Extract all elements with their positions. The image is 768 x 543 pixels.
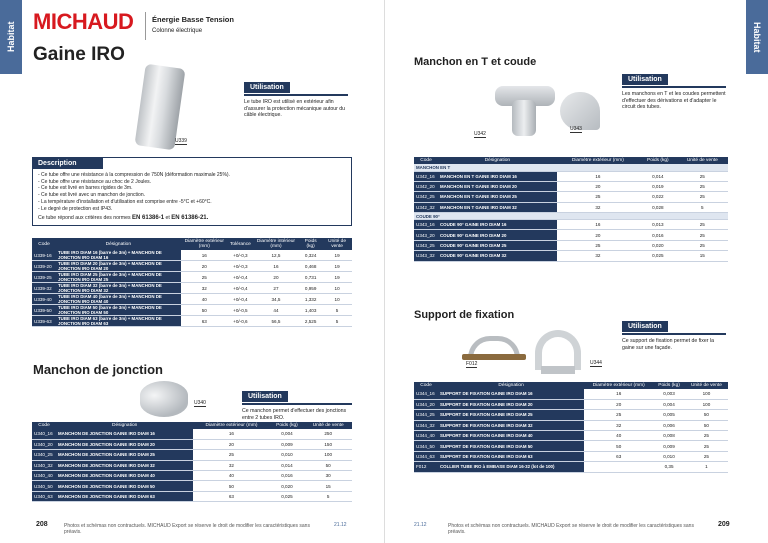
- table-row: [414, 431, 728, 441]
- product-designation: TUBE IRO DIAM 20 (barre de 3m) + MANCHON DE JONCTION IRO DIAM 20: [56, 261, 181, 272]
- table-cell: 32: [193, 460, 269, 470]
- table-cell: 40: [193, 471, 269, 481]
- product-designation: MANCHON DE JONCTION GAINE IRO DIAM 16: [56, 429, 193, 439]
- table-cell: 10: [322, 283, 352, 294]
- table-row: [32, 481, 352, 491]
- product-designation: COUDE 90° GAINE IRO DIAM 20: [438, 230, 557, 240]
- table-cell: 0,019: [639, 181, 677, 191]
- table-cell: 0,731: [299, 272, 322, 283]
- table-cell: 0,009: [653, 441, 685, 451]
- table-cell: 50: [304, 460, 352, 470]
- product-code: U339-32: [32, 283, 56, 294]
- jonction-table: [32, 422, 352, 502]
- product-designation: MANCHON DE JONCTION GAINE IRO DIAM 50: [56, 481, 193, 491]
- product-code: U340_63: [32, 491, 56, 501]
- table-row: [32, 250, 352, 261]
- tee-utilisation-text: Les manchons en T et les coudes permettent d'effectuer des dérivations et d'adapter le circuit des tubes.: [622, 91, 726, 110]
- table-cell: 50: [181, 305, 228, 316]
- table-cell: 0,005: [653, 410, 685, 420]
- product-code: U342_25: [414, 192, 438, 202]
- table-row: [32, 450, 352, 460]
- jonction-utilisation-rule: [242, 403, 352, 405]
- table-header-cell: Poids (kg): [639, 157, 677, 164]
- table-cell: 0,009: [270, 439, 305, 449]
- product-code: U339-25: [32, 272, 56, 283]
- junction-sleeve-image: [140, 381, 188, 417]
- table-cell: 20: [193, 439, 269, 449]
- table-cell: 0,004: [270, 429, 305, 439]
- product-code: U339-20: [32, 261, 56, 272]
- table-header-row: [32, 422, 352, 429]
- table-cell: 0,025: [270, 491, 305, 501]
- product-code: U342_20: [414, 181, 438, 191]
- support-utilisation-heading: Utilisation: [622, 321, 668, 332]
- table-cell: 100: [304, 450, 352, 460]
- jonction-utilisation-text: Ce manchon permet d'effectuer des jonctions entre 2 tubes IRO.: [242, 408, 347, 421]
- table-cell: 63: [584, 451, 653, 461]
- table-header-cell: Diamètre intérieur (mm): [253, 238, 299, 250]
- table-header-cell: Poids (kg): [270, 422, 305, 429]
- table-row: [414, 399, 728, 409]
- product-designation: MANCHON DE JONCTION GAINE IRO DIAM 40: [56, 471, 193, 481]
- table-header-cell: Poids (kg): [299, 238, 322, 250]
- table-group-label: MANCHON EN T: [414, 164, 728, 171]
- table-cell: 32: [557, 251, 639, 261]
- table-cell: 25: [685, 431, 728, 441]
- table-row: [414, 230, 728, 240]
- table-cell: 0,010: [653, 451, 685, 461]
- table-cell: 32: [181, 283, 228, 294]
- header-divider: [145, 12, 146, 40]
- table-cell: 250: [304, 429, 352, 439]
- table-cell: +0/-0,5: [228, 305, 253, 316]
- product-designation: SUPPORT DE FIXATION GAINE IRO DIAM 63: [438, 451, 584, 461]
- product-designation: SUPPORT DE FIXATION GAINE IRO DIAM 40: [438, 431, 584, 441]
- product-code: U342_16: [414, 171, 438, 181]
- table-cell: [584, 462, 653, 472]
- page-title: Gaine IRO: [33, 44, 125, 65]
- brand-logo: MICHAUD: [33, 9, 134, 34]
- product-code: U343_20: [414, 230, 438, 240]
- description-item: - Ce tube offre une résistance au choc de 2 Joules.: [38, 178, 152, 185]
- table-cell: 10: [322, 294, 352, 305]
- product-designation: SUPPORT DE FIXATION GAINE IRO DIAM 20: [438, 399, 584, 409]
- table-cell: 0,013: [639, 220, 677, 230]
- product-code: U340_25: [32, 450, 56, 460]
- table-row: [32, 294, 352, 305]
- product-designation: MANCHON DE JONCTION GAINE IRO DIAM 32: [56, 460, 193, 470]
- table-header-row: [414, 157, 728, 164]
- table-cell: +0/-0,3: [228, 250, 253, 261]
- utilisation-box: [244, 76, 348, 119]
- table-cell: +0/-0,3: [228, 261, 253, 272]
- table-row: [414, 462, 728, 472]
- jonction-title: Manchon de jonction: [33, 362, 163, 377]
- product-designation: MANCHON EN T GAINE IRO DIAM 20: [438, 181, 557, 191]
- tee-utilisation-box: [622, 68, 726, 111]
- table-cell: 0,025: [639, 251, 677, 261]
- table-cell: 0,028: [639, 202, 677, 212]
- table-cell: 0,014: [270, 460, 305, 470]
- table-cell: 0,324: [299, 250, 322, 261]
- norm-2: EN 61386-21.: [171, 215, 209, 222]
- table-cell: 40: [584, 431, 653, 441]
- table-cell: 20: [557, 230, 639, 240]
- table-cell: 5: [677, 202, 728, 212]
- page-number-left: 208: [36, 521, 48, 528]
- table-cell: 0,020: [270, 481, 305, 491]
- table-cell: 0,004: [653, 399, 685, 409]
- product-designation: MANCHON DE JONCTION GAINE IRO DIAM 63: [56, 491, 193, 501]
- product-designation: SUPPORT DE FIXATION GAINE IRO DIAM 50: [438, 441, 584, 451]
- product-designation: MANCHON DE JONCTION GAINE IRO DIAM 20: [56, 439, 193, 449]
- tee-elbow-table: [414, 157, 728, 262]
- product-code: U344_32: [414, 420, 438, 430]
- table-cell: 0,014: [639, 171, 677, 181]
- product-code: U340_40: [32, 471, 56, 481]
- product-designation: TUBE IRO DIAM 25 (barre de 3m) + MANCHON DE JONCTION IRO DIAM 25: [56, 272, 181, 283]
- page-number-right: 209: [718, 521, 730, 528]
- table-cell: 5: [322, 305, 352, 316]
- table-cell: 100: [685, 399, 728, 409]
- tee-code: U342: [474, 131, 486, 137]
- table-header-cell: Code: [32, 238, 56, 250]
- table-cell: 25: [677, 240, 728, 250]
- support-image: [535, 330, 581, 370]
- tee-title: Manchon en T et coude: [414, 56, 537, 68]
- support-code: U344: [590, 360, 602, 366]
- table-cell: 19: [322, 272, 352, 283]
- table-row: [414, 171, 728, 181]
- table-cell: 16: [557, 220, 639, 230]
- product-designation: MANCHON EN T GAINE IRO DIAM 32: [438, 202, 557, 212]
- table-cell: 1,403: [299, 305, 322, 316]
- table-cell: 16: [193, 429, 269, 439]
- product-code: U344_16: [414, 389, 438, 399]
- support-table: [414, 382, 728, 473]
- header-category: Énergie Basse Tension: [152, 15, 234, 24]
- product-designation: TUBE IRO DIAM 50 (barre de 3m) + MANCHON DE JONCTION IRO DIAM 50: [56, 305, 181, 316]
- tee-utilisation-heading: Utilisation: [622, 74, 668, 85]
- table-cell: 25: [685, 451, 728, 461]
- table-cell: 25: [193, 450, 269, 460]
- table-cell: 34,5: [253, 294, 299, 305]
- table-cell: 25: [557, 192, 639, 202]
- description-item: - Le degré de protection est IP43.: [38, 205, 113, 212]
- norms-intro: Ce tube répond aux critères des normes: [38, 215, 131, 222]
- support-title: Support de fixation: [414, 309, 515, 321]
- table-header-cell: Désignation: [56, 422, 193, 429]
- table-cell: 1,332: [299, 294, 322, 305]
- description-heading: Description: [33, 158, 103, 169]
- table-cell: 25: [181, 272, 228, 283]
- table-header-cell: Tolérance: [228, 238, 253, 250]
- product-designation: TUBE IRO DIAM 32 (barre de 3m) + MANCHON DE JONCTION IRO DIAM 32: [56, 283, 181, 294]
- table-cell: 15: [304, 481, 352, 491]
- table-cell: 16: [181, 250, 228, 261]
- side-tab-right: Habitat: [746, 0, 768, 74]
- product-code: U344_63: [414, 451, 438, 461]
- table-header-cell: Unité de vente: [685, 382, 728, 389]
- product-designation: SUPPORT DE FIXATION GAINE IRO DIAM 16: [438, 389, 584, 399]
- support-base-image: [541, 366, 575, 374]
- table-row: [32, 316, 352, 327]
- footer-right: Photos et schémas non contractuels. MICHAUD Export se réserve le droit de modifier les caractéristiques sans préavis.: [448, 523, 694, 535]
- table-cell: 50: [685, 420, 728, 430]
- table-header-cell: Désignation: [56, 238, 181, 250]
- table-row: [414, 192, 728, 202]
- product-code: U344_20: [414, 399, 438, 409]
- utilisation-text: Le tube IRO est utilisé en extérieur afin d'assurer la protection mécanique autour du câble électrique.: [244, 99, 346, 118]
- table-header-cell: Unité de vente: [677, 157, 728, 164]
- table-row: [32, 471, 352, 481]
- table-cell: 25: [677, 192, 728, 202]
- table-header-row: [414, 382, 728, 389]
- product-code: U339-50: [32, 305, 56, 316]
- table-cell: 0,010: [270, 450, 305, 460]
- table-cell: 32: [584, 420, 653, 430]
- table-cell: 25: [677, 171, 728, 181]
- table-cell: 0,003: [653, 389, 685, 399]
- description-item: - Ce tube est livré en barres rigides de 3m.: [38, 185, 133, 192]
- table-cell: 25: [685, 441, 728, 451]
- table-cell: 19: [322, 250, 352, 261]
- description-box: [32, 157, 352, 226]
- side-tab-left: Habitat: [0, 0, 22, 74]
- table-header-cell: Code: [32, 422, 56, 429]
- table-row: [32, 283, 352, 294]
- product-designation: COUDE 90° GAINE IRO DIAM 16: [438, 220, 557, 230]
- support-utilisation-box: [622, 315, 726, 351]
- tube-iro-table: [32, 238, 352, 327]
- table-cell: +0/-0,4: [228, 294, 253, 305]
- product-code: U340_50: [32, 481, 56, 491]
- table-cell: 15: [677, 251, 728, 261]
- product-designation: TUBE IRO DIAM 63 (barre de 3m) + MANCHON DE JONCTION IRO DIAM 63: [56, 316, 181, 327]
- table-row: [32, 460, 352, 470]
- table-row: [414, 181, 728, 191]
- table-header-cell: Désignation: [438, 157, 557, 164]
- table-cell: 12,5: [253, 250, 299, 261]
- table-header-cell: Diamètre extérieur (mm): [181, 238, 228, 250]
- table-header-cell: Unité de vente: [322, 238, 352, 250]
- elbow-image: [560, 92, 600, 130]
- table-cell: 0,35: [653, 462, 685, 472]
- table-cell: 0,008: [653, 431, 685, 441]
- date-left: 21.12: [334, 522, 347, 528]
- tube-code: U339: [175, 138, 187, 144]
- tee-utilisation-rule: [622, 86, 726, 88]
- table-cell: 0,022: [639, 192, 677, 202]
- table-cell: 20: [253, 272, 299, 283]
- table-row: [414, 389, 728, 399]
- table-cell: 0,959: [299, 283, 322, 294]
- table-row: [32, 491, 352, 501]
- table-row: [414, 451, 728, 461]
- table-cell: 32: [557, 202, 639, 212]
- table-header-cell: Diamètre extérieur (mm): [557, 157, 639, 164]
- table-row: [414, 410, 728, 420]
- table-header-cell: Diamètre extérieur (mm): [584, 382, 653, 389]
- norms-text: [33, 212, 351, 225]
- product-code: U344_25: [414, 410, 438, 420]
- norms-and: et: [165, 215, 170, 222]
- product-code: U342_32: [414, 202, 438, 212]
- table-cell: 20: [181, 261, 228, 272]
- table-group-row: [414, 213, 728, 220]
- table-cell: 0,020: [639, 240, 677, 250]
- product-code: U343_16: [414, 220, 438, 230]
- utilisation-rule: [244, 94, 348, 96]
- table-row: [32, 305, 352, 316]
- table-cell: 25: [677, 181, 728, 191]
- jonction-utilisation-box: [242, 385, 352, 421]
- table-header-cell: Code: [414, 157, 438, 164]
- table-cell: 50: [584, 441, 653, 451]
- product-code: U339-40: [32, 294, 56, 305]
- table-cell: 40: [181, 294, 228, 305]
- product-code: U339-16: [32, 250, 56, 261]
- table-cell: 19: [322, 261, 352, 272]
- support-utilisation-rule: [622, 333, 726, 335]
- table-cell: 30: [304, 471, 352, 481]
- table-cell: 100: [685, 389, 728, 399]
- product-designation: COUDE 90° GAINE IRO DIAM 32: [438, 251, 557, 261]
- tee-image-stem: [512, 100, 536, 136]
- product-designation: MANCHON EN T GAINE IRO DIAM 16: [438, 171, 557, 181]
- table-cell: 25: [557, 240, 639, 250]
- table-group-label: COUDE 90°: [414, 213, 728, 220]
- product-code: U340_32: [32, 460, 56, 470]
- table-cell: 27: [253, 283, 299, 294]
- junction-code: U340: [194, 400, 206, 406]
- norm-1: EN 61386-1: [132, 215, 165, 222]
- table-cell: +0/-0,6: [228, 316, 253, 327]
- table-cell: 0,006: [653, 420, 685, 430]
- table-cell: 25: [584, 410, 653, 420]
- table-cell: 63: [181, 316, 228, 327]
- table-row: [414, 441, 728, 451]
- table-header-cell: Unité de vente: [304, 422, 352, 429]
- utilisation-heading: Utilisation: [244, 82, 290, 93]
- table-cell: 2,525: [299, 316, 322, 327]
- product-code: U344_40: [414, 431, 438, 441]
- table-header-cell: Poids (kg): [653, 382, 685, 389]
- support-utilisation-text: Ce support de fixation permet de fixer la gaine sur une façade.: [622, 338, 714, 351]
- table-cell: 0,016: [639, 230, 677, 240]
- table-header-cell: Désignation: [438, 382, 584, 389]
- table-cell: 56,5: [253, 316, 299, 327]
- clamp-code: F012: [466, 361, 478, 367]
- footer-left: Photos et schémas non contractuels. MICHAUD Export se réserve le droit de modifier les caractéristiques sans préavis.: [64, 523, 310, 535]
- table-cell: +0/-0,4: [228, 272, 253, 283]
- table-cell: 0,016: [270, 471, 305, 481]
- table-cell: 20: [557, 181, 639, 191]
- product-code: U343_25: [414, 240, 438, 250]
- elbow-code: U343: [570, 126, 582, 132]
- table-row: [414, 220, 728, 230]
- table-cell: 50: [193, 481, 269, 491]
- header-subcategory: Colonne électrique: [152, 28, 203, 34]
- product-designation: MANCHON DE JONCTION GAINE IRO DIAM 25: [56, 450, 193, 460]
- table-row: [32, 429, 352, 439]
- table-cell: 44: [253, 305, 299, 316]
- table-row: [32, 261, 352, 272]
- product-code: F012: [414, 462, 438, 472]
- table-cell: 16: [557, 171, 639, 181]
- jonction-utilisation-heading: Utilisation: [242, 391, 288, 402]
- table-cell: 63: [193, 491, 269, 501]
- product-code: U343_32: [414, 251, 438, 261]
- description-item: - Ce tube offre une résistance à la compression de 750N (déformation maximale 25%).: [38, 172, 230, 178]
- table-cell: 25: [677, 220, 728, 230]
- table-row: [414, 240, 728, 250]
- table-cell: 150: [304, 439, 352, 449]
- table-group-row: [414, 164, 728, 171]
- table-cell: 20: [584, 399, 653, 409]
- product-code: U340_20: [32, 439, 56, 449]
- product-designation: SUPPORT DE FIXATION GAINE IRO DIAM 32: [438, 420, 584, 430]
- table-cell: 1: [685, 462, 728, 472]
- product-designation: TUBE IRO DIAM 40 (barre de 3m) + MANCHON DE JONCTION IRO DIAM 40: [56, 294, 181, 305]
- table-cell: 16: [253, 261, 299, 272]
- table-cell: +0/-0,4: [228, 283, 253, 294]
- table-cell: 5: [322, 316, 352, 327]
- description-item: - La température d'installation et d'utilisation est comprise entre -5°C et +60°C.: [38, 198, 212, 205]
- product-code: U339-63: [32, 316, 56, 327]
- product-designation: MANCHON EN T GAINE IRO DIAM 25: [438, 192, 557, 202]
- table-row: [414, 202, 728, 212]
- table-cell: 0,468: [299, 261, 322, 272]
- table-row: [32, 272, 352, 283]
- table-cell: 16: [584, 389, 653, 399]
- product-code: U340_16: [32, 429, 56, 439]
- table-row: [414, 420, 728, 430]
- table-cell: 25: [677, 230, 728, 240]
- table-cell: 50: [685, 410, 728, 420]
- date-right: 21.12: [414, 522, 427, 528]
- product-designation: COLLIER TUBE IRO à EMBASE DIAM 16-32 (lot de 100): [438, 462, 584, 472]
- description-list: [33, 169, 351, 212]
- product-designation: COUDE 90° GAINE IRO DIAM 25: [438, 240, 557, 250]
- table-row: [32, 439, 352, 449]
- product-designation: SUPPORT DE FIXATION GAINE IRO DIAM 25: [438, 410, 584, 420]
- clamp-base-image: [462, 354, 526, 360]
- product-designation: TUBE IRO DIAM 16 (barre de 3m) + MANCHON DE JONCTION IRO DIAM 16: [56, 250, 181, 261]
- product-code: U344_50: [414, 441, 438, 451]
- table-row: [414, 251, 728, 261]
- table-cell: 5: [304, 491, 352, 501]
- table-header-row: [32, 238, 352, 250]
- description-item: - Ce tube est livré avec un manchon de jonction.: [38, 192, 146, 199]
- table-header-cell: Diamètre extérieur (mm): [193, 422, 269, 429]
- table-header-cell: Code: [414, 382, 438, 389]
